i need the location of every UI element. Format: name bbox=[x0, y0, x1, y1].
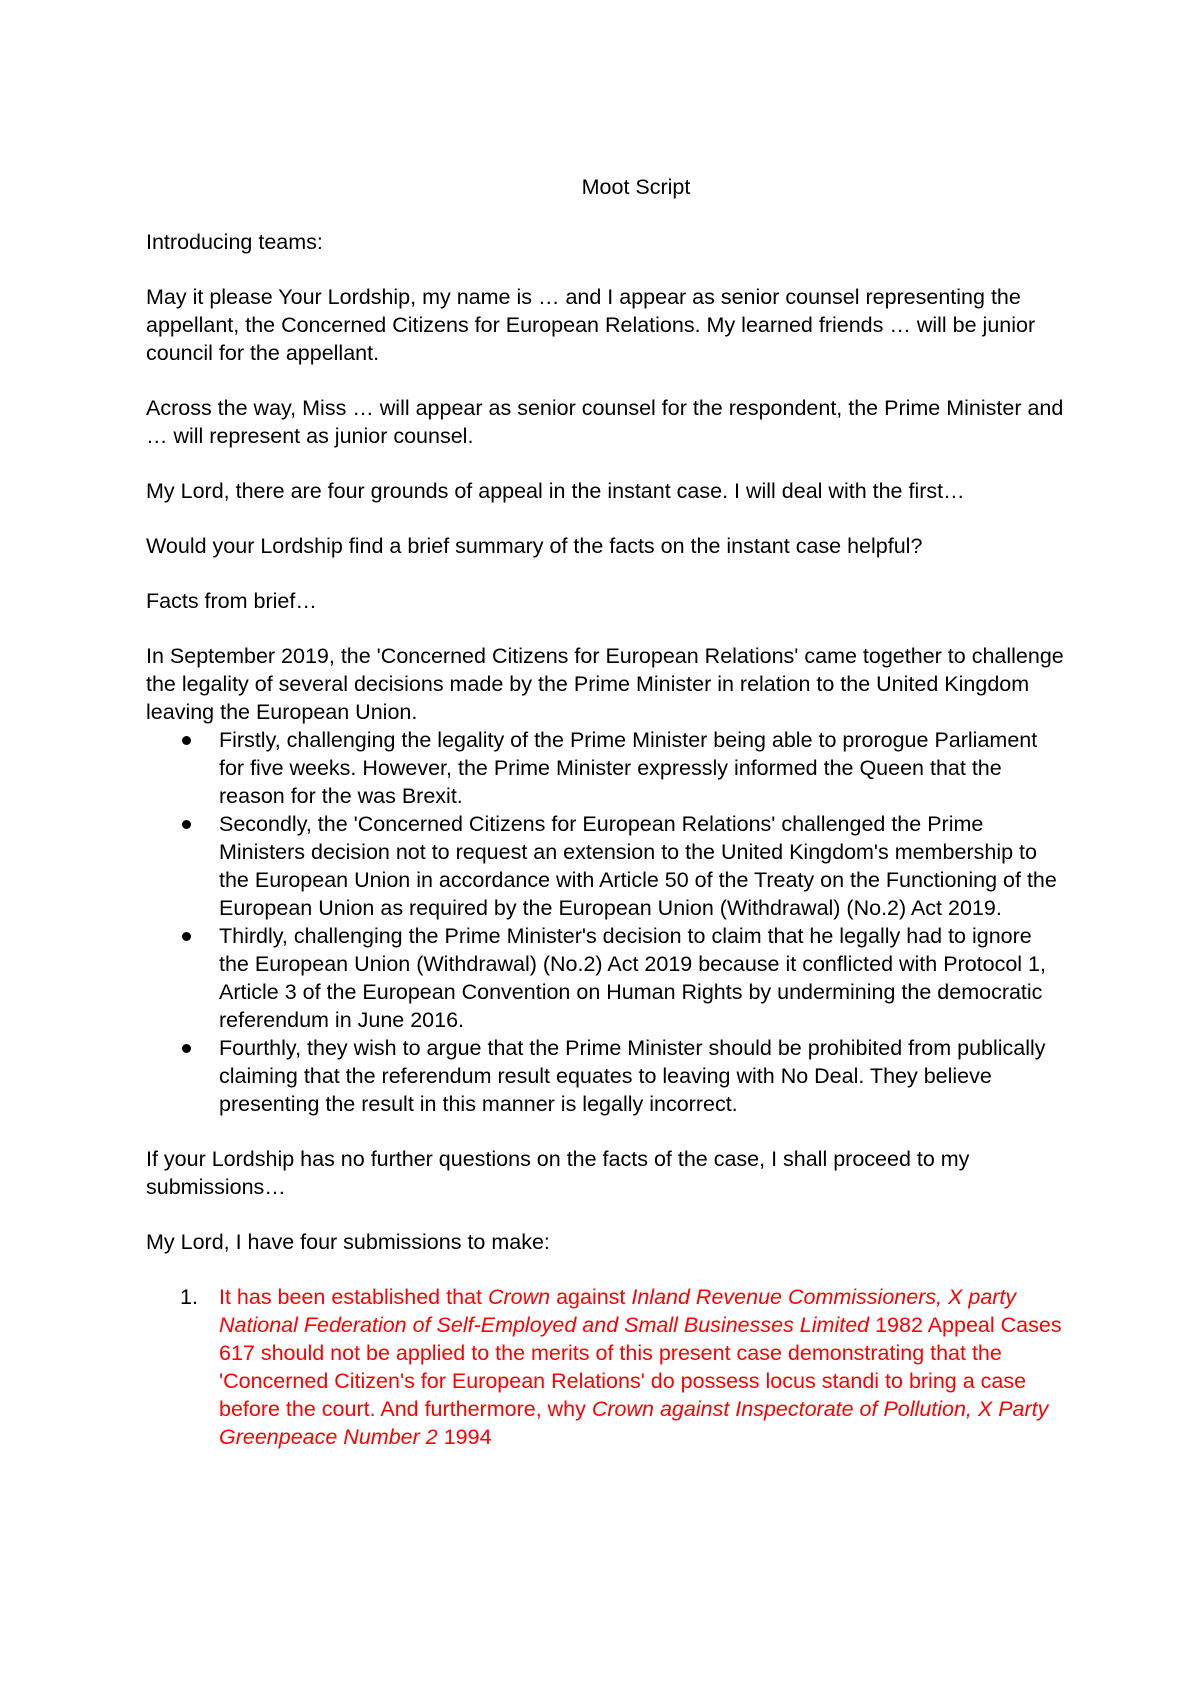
case-name: Crown bbox=[487, 1285, 551, 1309]
paragraph-proceed: If your Lordship has no further questions on the facts of the case, I shall proceed to my submissions… bbox=[146, 1147, 970, 1199]
list-item bbox=[146, 810, 1066, 922]
intro-heading: Introducing teams: bbox=[146, 230, 323, 254]
paragraph-facts-heading: Facts from brief… bbox=[146, 589, 317, 613]
paragraph-grounds: My Lord, there are four grounds of appeal in the instant case. I will deal with the first… bbox=[146, 479, 965, 503]
submission-part: 1994 bbox=[437, 1425, 492, 1449]
paragraph-respondent-intro: Across the way, Miss … will appear as senior counsel for the respondent, the Prime Minister and … will represent as junior counsel. bbox=[146, 396, 1064, 448]
paragraph-summary-question: Would your Lordship find a brief summary of the facts on the instant case helpful? bbox=[146, 534, 923, 558]
document-body bbox=[146, 173, 1066, 1451]
submission-part: against bbox=[550, 1285, 632, 1309]
list-item-text: Firstly, challenging the legality of the Prime Minister being able to prorogue Parliament for five weeks. However, the Prime Minister expressly informed the Queen that the reason for the was Brexit. bbox=[219, 728, 1038, 808]
submission-part: 1982 Appeal Cases 617 should not be applied to the merits of this present case demonstrating that the 'Concerned Citizen's for European Relations' do possess locus standi to bring a case before the court. And furthermore, why bbox=[219, 1313, 1062, 1421]
bullet-icon bbox=[182, 736, 191, 745]
list-item bbox=[146, 1034, 1066, 1118]
list-item-text: Secondly, the 'Concerned Citizens for European Relations' challenged the Prime Ministers decision not to request an extension to the United Kingdom's membership to the European Union in accordance with Article 50 of the Treaty on the Functioning of the European Union as required by the European Union (Withdrawal) (No.2) Act 2019. bbox=[219, 812, 1057, 920]
submission-part: It has been established that bbox=[219, 1285, 488, 1309]
paragraph-facts: In September 2019, the 'Concerned Citizens for European Relations' came together to challenge the legality of several decisions made by the Prime Minister in relation to the United Kingdom leaving the European Union. bbox=[146, 644, 1064, 724]
facts-bullet-list bbox=[146, 726, 1066, 1118]
paragraph-appellant-intro: May it please Your Lordship, my name is … and I appear as senior counsel representing the appellant, the Concerned Citizens for European Relations. My learned friends … will be junior council for the appellant. bbox=[146, 285, 1036, 365]
submission-item bbox=[146, 1283, 1066, 1451]
paragraph-submissions-intro: My Lord, I have four submissions to make: bbox=[146, 1230, 550, 1254]
submission-number: 1. bbox=[180, 1285, 198, 1309]
case-name: Inland Revenue Commissioners, X party National Federation of Self-Employed and Small Businesses Limited bbox=[219, 1285, 1017, 1337]
list-item bbox=[146, 922, 1066, 1034]
submissions-list bbox=[146, 1283, 1066, 1451]
document-title: Moot Script bbox=[581, 175, 691, 199]
submission-text bbox=[219, 1285, 1062, 1449]
list-item bbox=[146, 726, 1066, 810]
list-item-text: Thirdly, challenging the Prime Minister's decision to claim that he legally had to ignore the European Union (Withdrawal) (No.2) Act 2019 because it conflicted with Protocol 1, Article 3 of the European Convention on Human Rights by undermining the democratic referendum in June 2016. bbox=[219, 924, 1046, 1032]
bullet-icon bbox=[182, 820, 191, 829]
bullet-icon bbox=[182, 1044, 191, 1053]
case-name: Crown against Inspectorate of Pollution, X Party Greenpeace Number 2 bbox=[219, 1397, 1049, 1449]
list-item-text: Fourthly, they wish to argue that the Prime Minister should be prohibited from publically claiming that the referendum result equates to leaving with No Deal. They believe presenting the result in this manner is legally incorrect. bbox=[219, 1036, 1046, 1116]
bullet-icon bbox=[182, 932, 191, 941]
